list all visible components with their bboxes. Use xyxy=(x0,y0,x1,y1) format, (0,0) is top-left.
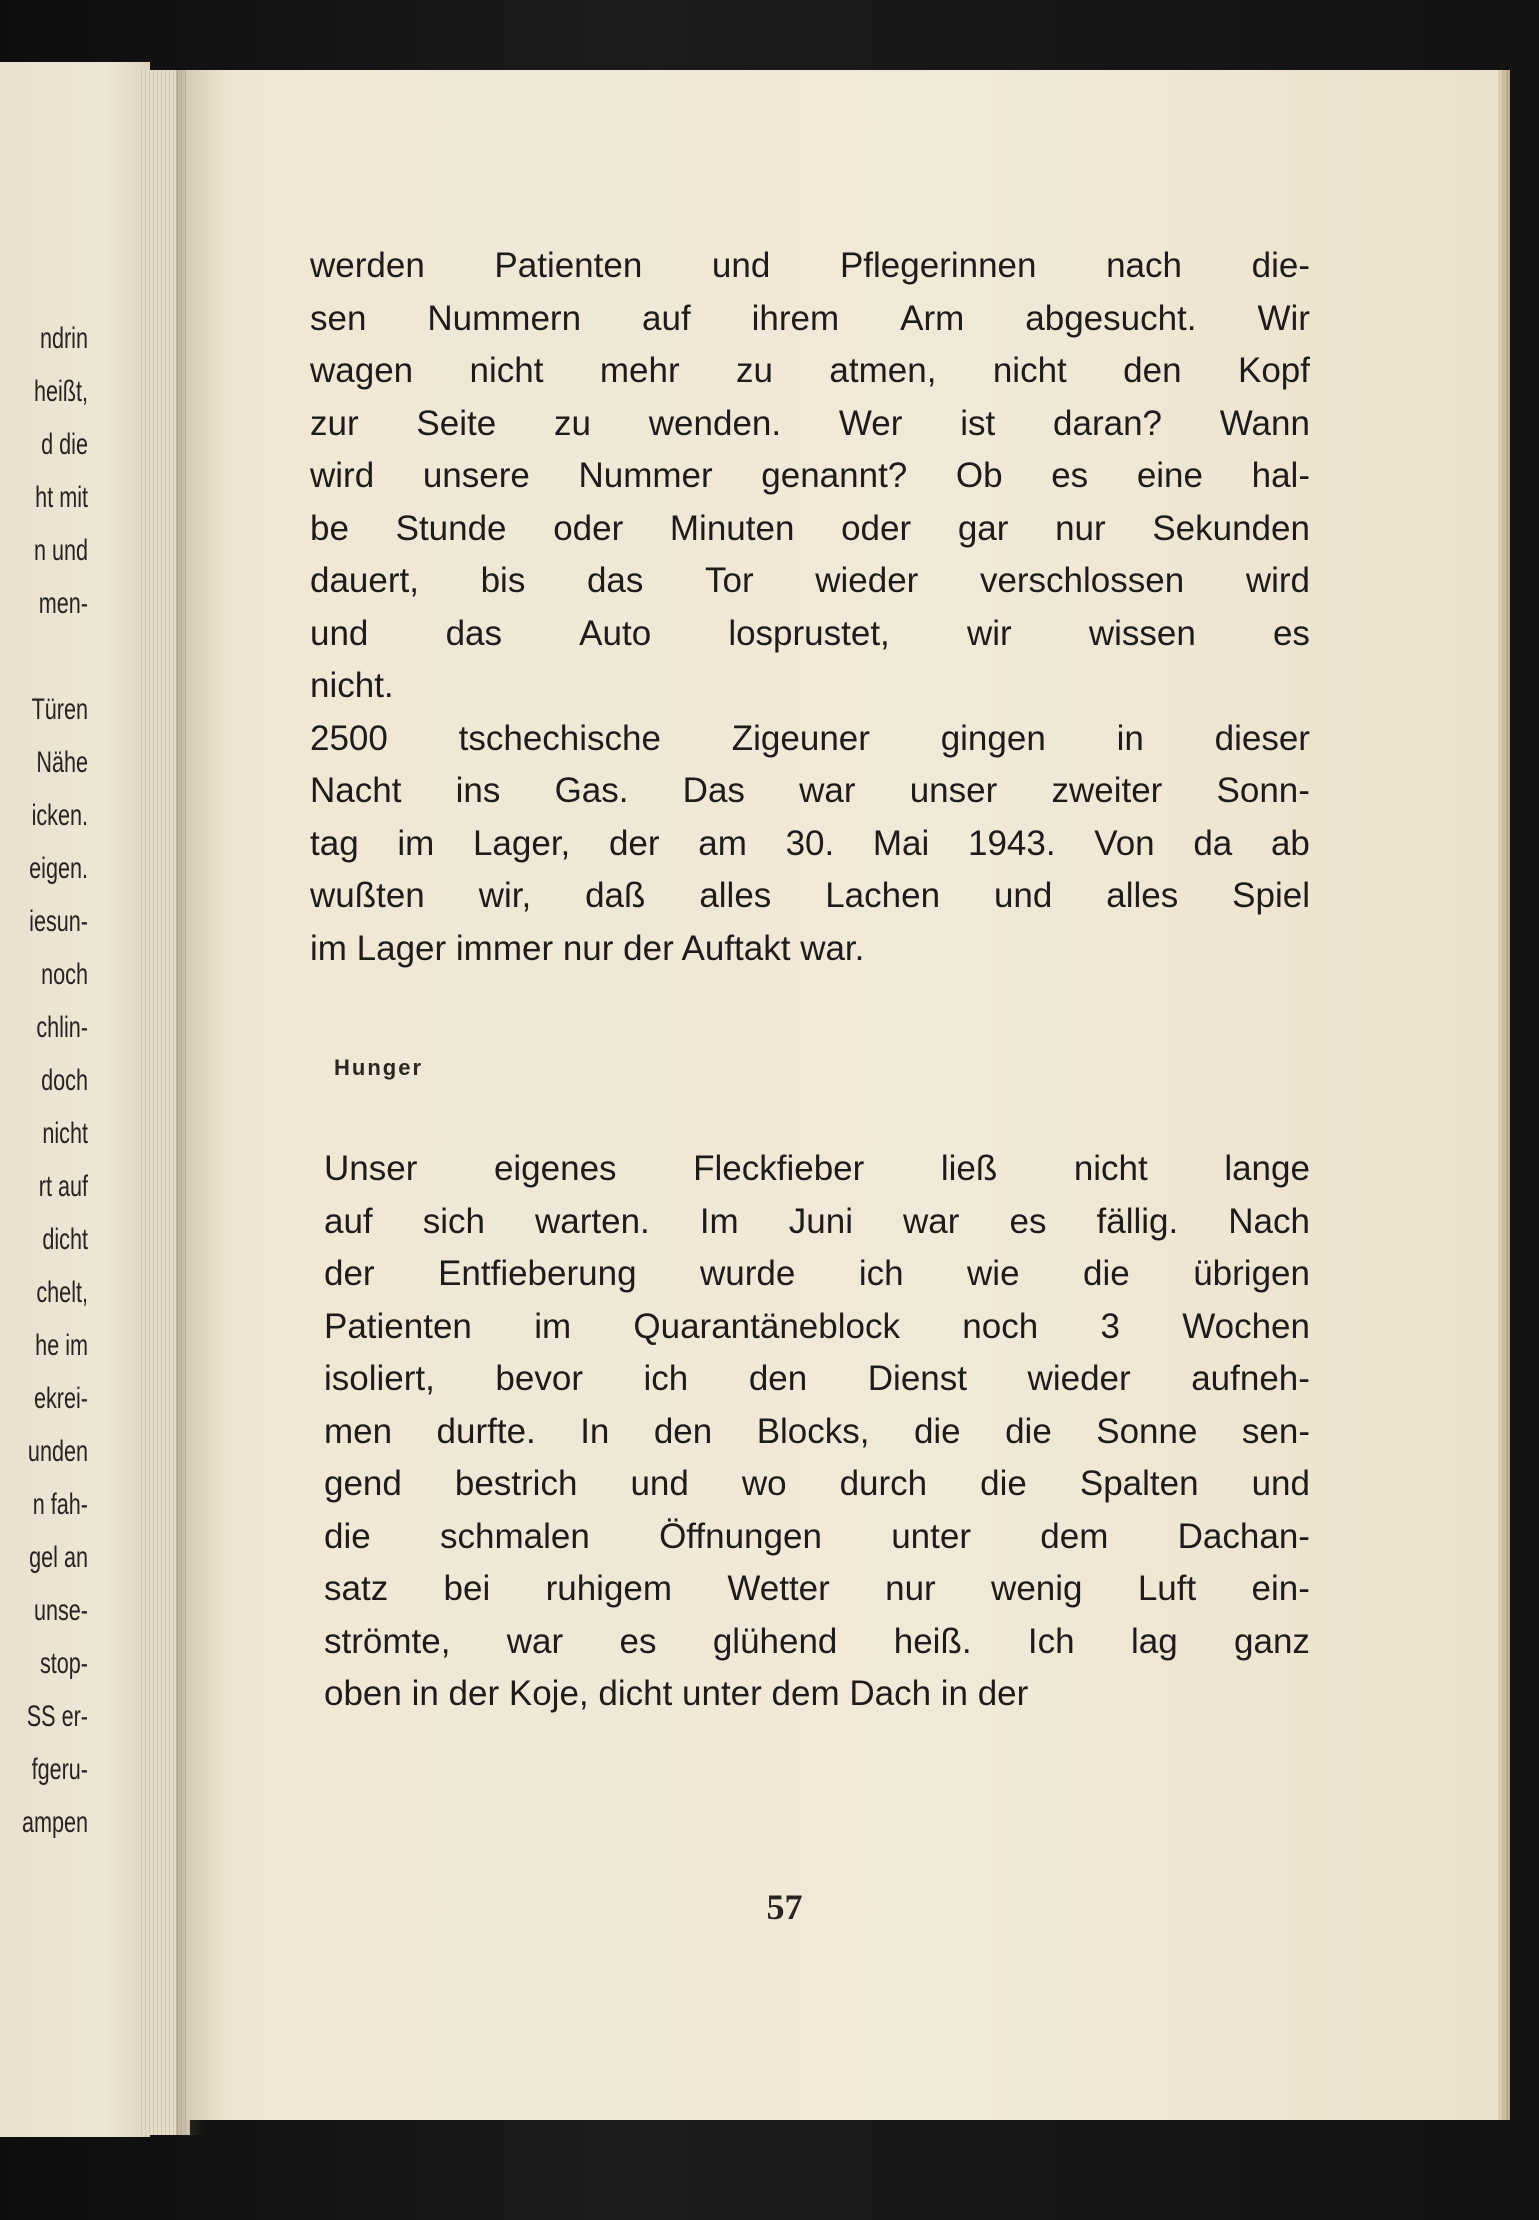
previous-page-line: ampen xyxy=(21,1806,88,1839)
previous-page-line: chlin- xyxy=(36,1011,88,1044)
previous-page-line: stop- xyxy=(39,1647,88,1680)
previous-page-line: ndrin xyxy=(39,322,88,355)
text-line: nicht. xyxy=(310,666,394,705)
text-line: der Entfieberung wurde ich wie die übrigen xyxy=(324,1254,1310,1293)
paragraph-3 xyxy=(310,1143,1310,1721)
text-line: auf sich warten. Im Juni war es fällig. Nach xyxy=(324,1201,1310,1241)
previous-page-line: doch xyxy=(41,1064,88,1097)
previous-page-line: rt auf xyxy=(38,1170,88,1203)
fold-shadow xyxy=(186,70,226,2120)
previous-page-line: eigen. xyxy=(29,852,88,885)
paragraph-1 xyxy=(310,240,1310,713)
text-line: dauert, bis das Tor wieder verschlossen wird xyxy=(310,561,1310,600)
text-line: tag im Lager, der am 30. Mai 1943. Von da ab xyxy=(310,823,1310,863)
previous-page-line: ekrei- xyxy=(33,1382,88,1415)
previous-page-line: Nähe xyxy=(36,746,88,779)
text-line: die schmalen Öffnungen unter dem Dachan- xyxy=(324,1516,1310,1556)
text-line: isoliert, bevor ich den Dienst wieder aufneh- xyxy=(324,1359,1310,1398)
text-line: Patienten im Quarantäneblock noch 3 Wochen xyxy=(324,1306,1310,1346)
previous-page-line: unden xyxy=(27,1435,88,1468)
previous-page-line: dicht xyxy=(42,1223,88,1256)
text-line: gend bestrich und wo durch die Spalten und xyxy=(324,1464,1310,1503)
text-line: oben in der Koje, dicht unter dem Dach in der xyxy=(324,1674,1029,1713)
text-line: und das Auto losprustet, wir wissen es xyxy=(310,613,1310,653)
text-line: wagen nicht mehr zu atmen, nicht den Kopf xyxy=(310,351,1310,390)
previous-page-line: he im xyxy=(35,1329,88,1362)
section-heading: Hunger xyxy=(334,1055,423,1080)
previous-page-sliver xyxy=(0,62,150,2137)
text-line: men durfte. In den Blocks, die die Sonne sen- xyxy=(324,1411,1310,1451)
page-number: 57 xyxy=(766,1887,803,1927)
previous-page-line: SS er- xyxy=(26,1700,88,1733)
text-line: satz bei ruhigem Wetter nur wenig Luft ein- xyxy=(324,1569,1310,1608)
text-line: be Stunde oder Minuten oder gar nur Sekunden xyxy=(310,508,1310,548)
previous-page-line: ht mit xyxy=(35,481,88,514)
previous-page-line: Türen xyxy=(31,693,88,726)
previous-page-line: men- xyxy=(38,587,88,620)
previous-page-line: fgeru- xyxy=(31,1753,88,1786)
previous-page-line: unse- xyxy=(33,1594,88,1627)
previous-page-text xyxy=(0,312,88,1849)
text-line: 2500 tschechische Zigeuner gingen in dieser xyxy=(310,718,1310,758)
previous-page-line: n fah- xyxy=(32,1488,88,1521)
previous-page-line: gel an xyxy=(29,1541,88,1574)
text-line: werden Patienten und Pflegerinnen nach die- xyxy=(310,246,1310,285)
paragraph-2 xyxy=(310,713,1310,976)
page-body xyxy=(310,240,1310,1721)
previous-page-line xyxy=(0,630,88,683)
previous-page-line: icken. xyxy=(31,799,88,832)
previous-page-line: iesun- xyxy=(29,905,88,938)
previous-page-line: chelt, xyxy=(36,1276,88,1309)
previous-page-line: nicht xyxy=(42,1117,88,1150)
text-line: strömte, war es glühend heiß. Ich lag ganz xyxy=(324,1621,1310,1661)
previous-page-line: heißt, xyxy=(33,375,88,408)
text-line: im Lager immer nur der Auftakt war. xyxy=(310,928,865,968)
text-line: wird unsere Nummer genannt? Ob es eine hal- xyxy=(310,456,1310,495)
previous-page-line: d die xyxy=(41,428,88,461)
previous-page-line: n und xyxy=(33,534,88,567)
text-line: zur Seite zu wenden. Wer ist daran? Wann xyxy=(310,403,1310,443)
text-line: wußten wir, daß alles Lachen und alles Spiel xyxy=(310,876,1310,915)
text-line: Unser eigenes Fleckfieber ließ nicht lange xyxy=(324,1149,1310,1188)
text-line: sen Nummern auf ihrem Arm abgesucht. Wir xyxy=(310,298,1310,338)
previous-page-line: noch xyxy=(41,958,88,991)
text-line: Nacht ins Gas. Das war unser zweiter Sonn- xyxy=(310,771,1310,810)
